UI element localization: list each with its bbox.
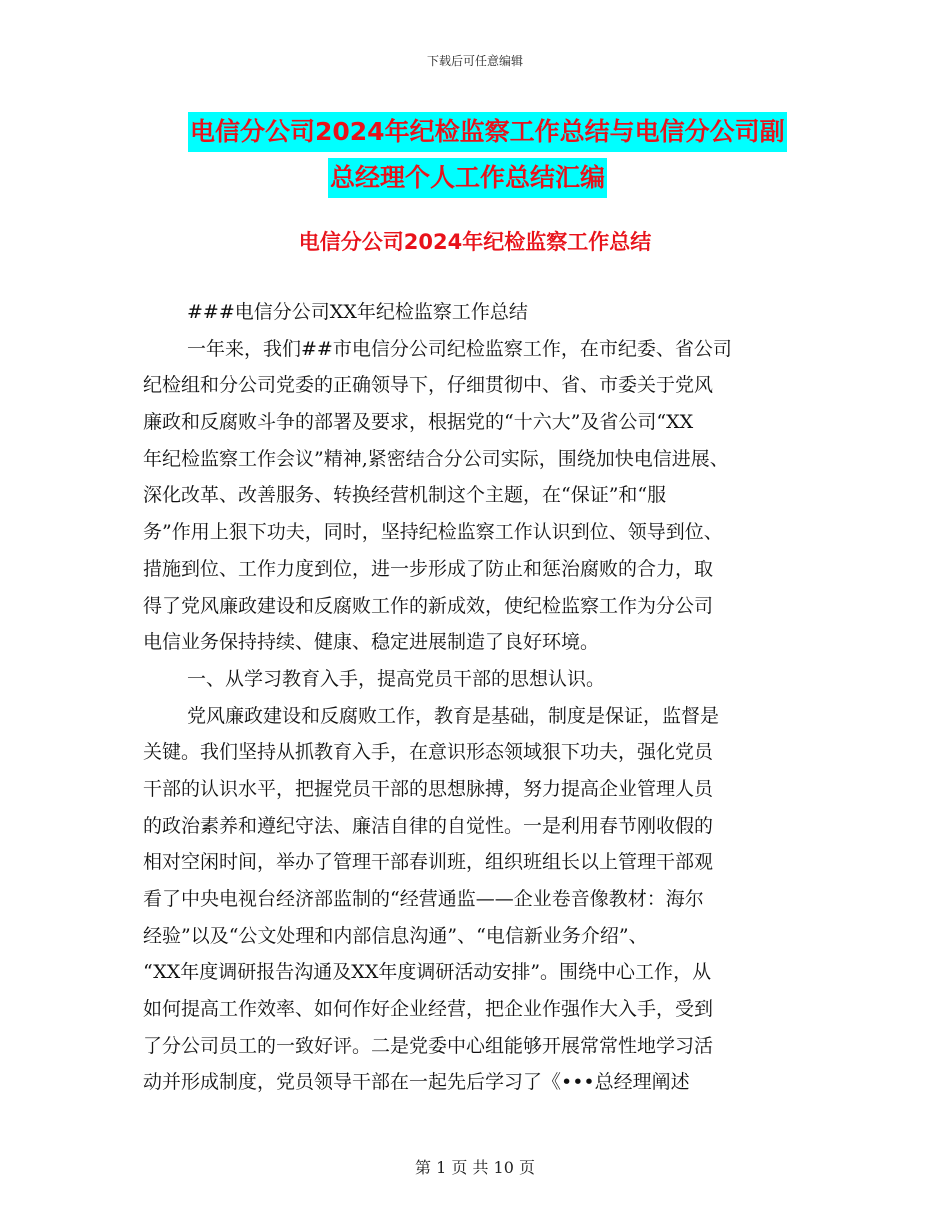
body-line: 如何提高工作效率、如何作好企业经营，把企业作强作大入手，受到: [143, 998, 714, 1021]
body-text: [143, 294, 823, 1101]
body-line: 深化改革、改善服务、转换经营机制这个主题，在“保证”和“服: [143, 484, 667, 507]
section-title: 电信分公司2024年纪检监察工作总结: [298, 230, 652, 254]
page-footer: 第 1 页 共 10 页: [415, 1158, 535, 1177]
body-line: 得了党风廉政建设和反腐败工作的新成效，使纪检监察工作为分公司: [143, 594, 714, 617]
body-line: 电信业务保持持续、健康、稳定进展制造了良好环境。: [143, 631, 600, 654]
body-line: 关键。我们坚持从抓教育入手，在意识形态领域狠下功夫，强化党员: [143, 741, 714, 764]
body-line: ###电信分公司XX年纪检监察工作总结: [187, 301, 528, 323]
body-line: 廉政和反腐败斗争的部署及要求，根据党的“十六大”及省公司“XX: [143, 411, 694, 434]
body-line: 年纪检监察工作会议”精神,紧密结合分公司实际，围绕加快电信进展、: [143, 447, 729, 470]
body-line: 务”作用上狠下功夫，同时，坚持纪检监察工作认识到位、领导到位、: [143, 521, 723, 544]
body-line: 一年来，我们##市电信分公司纪检监察工作，在市纪委、省公司: [187, 337, 732, 360]
body-line: 措施到位、工作力度到位，进一步形成了防止和惩治腐败的合力，取: [143, 557, 714, 580]
body-line: 看了中央电视台经济部监制的“经营通监——企业卷音像教材：海尔: [143, 888, 704, 910]
header-note: 下载后可任意编辑: [426, 54, 523, 68]
main-title-line-1: 电信分公司2024年纪检监察工作总结与电信分公司副: [188, 112, 787, 152]
body-line: 了分公司员工的一致好评。二是党委中心组能够开展常常性地学习活: [143, 1034, 714, 1057]
body-line: 的政治素养和遵纪守法、廉洁自律的自觉性。一是利用春节刚收假的: [143, 814, 714, 837]
body-line: 纪检组和分公司党委的正确领导下，仔细贯彻中、省、市委关于党风: [143, 374, 714, 397]
body-line: 经验”以及“公文处理和内部信息沟通”、“电信新业务介绍”、: [143, 924, 648, 947]
body-line: 党风廉政建设和反腐败工作，教育是基础，制度是保证，监督是: [187, 704, 720, 727]
body-line: “XX年度调研报告沟通及XX年度调研活动安排”。围绕中心工作，从: [143, 961, 712, 984]
body-line: 一、从学习教育入手，提高党员干部的思想认识。: [187, 667, 606, 690]
body-line: 干部的认识水平，把握党员干部的思想脉搏，努力提高企业管理人员: [143, 777, 714, 800]
body-line: 相对空闲时间，举办了管理干部春训班，组织班组长以上管理干部观: [143, 851, 714, 874]
main-title-line-2: 总经理个人工作总结汇编: [328, 158, 607, 198]
body-line: 动并形成制度，党员领导干部在一起先后学习了《•••总经理阐述: [143, 1071, 690, 1094]
